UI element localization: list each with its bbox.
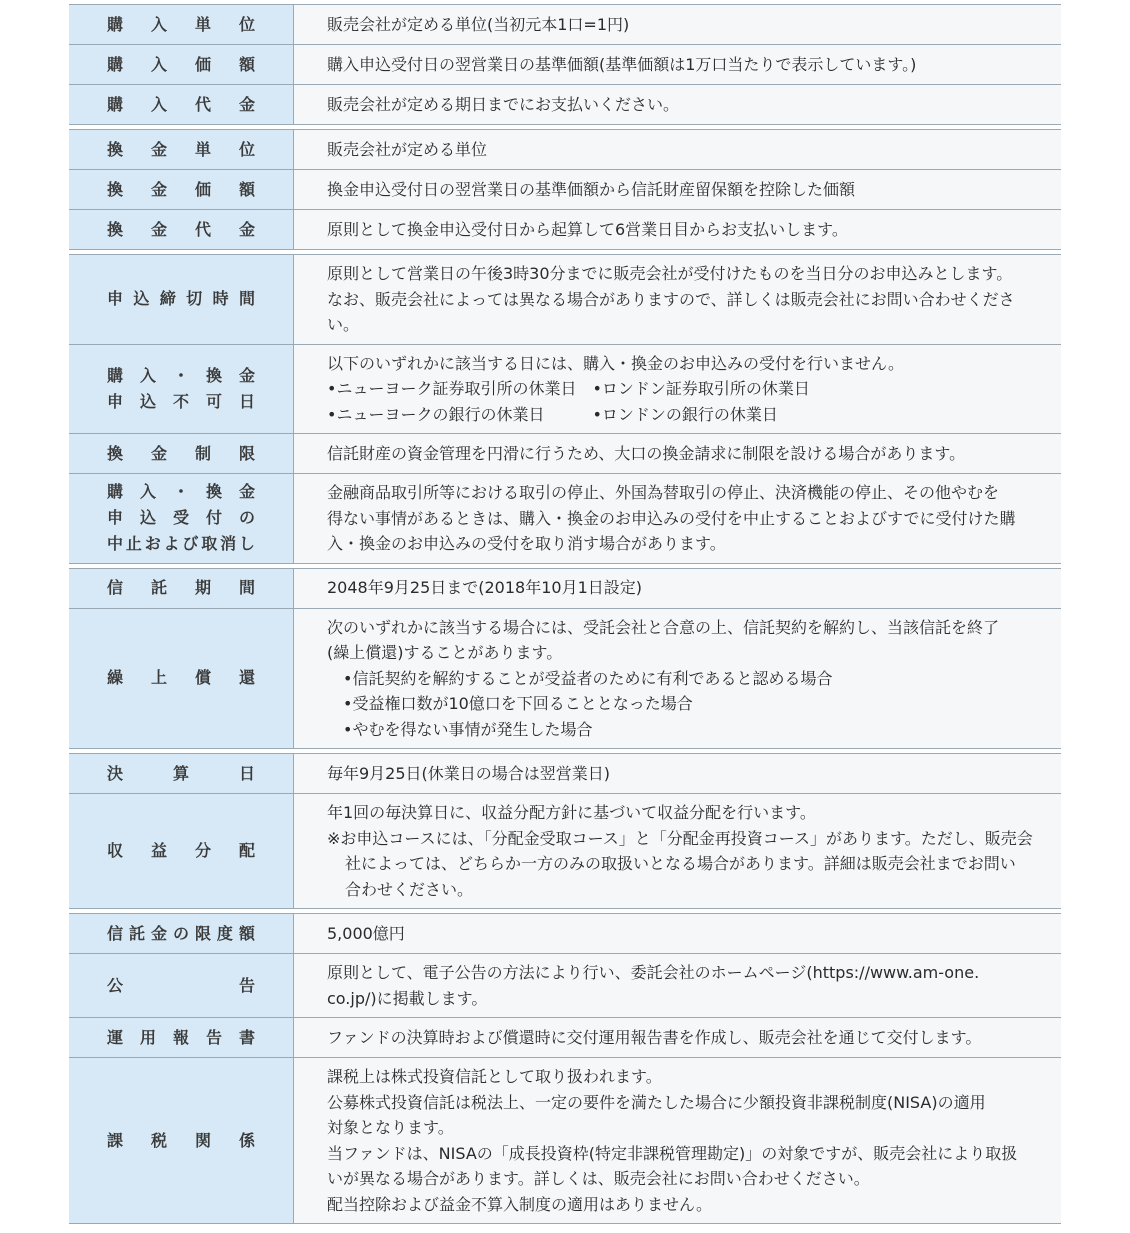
row-label <box>69 85 294 124</box>
table-row <box>69 169 1061 209</box>
row-label-text: 購 入 ・ 換 金 <box>107 482 255 502</box>
row-value-line: •ニューヨークの銀行の休業日 •ロンドンの銀行の休業日 <box>327 404 778 424</box>
row-value <box>294 345 1061 434</box>
row-value-line: 金融商品取引所等における取引の停止、外国為替取引の停止、決済機能の停止、その他やむを <box>327 483 1000 502</box>
row-value-line: 毎年9月25日(休業日の場合は翌営業日) <box>327 763 611 783</box>
table-row <box>69 754 1061 793</box>
row-value-line: •やむを得ない事情が発生した場合 <box>343 719 593 739</box>
row-value-line: いが異なる場合があります。詳しくは、販売会社にお問い合わせください。 <box>327 1169 870 1188</box>
row-value-line: 原則として営業日の午後3時30分までに販売会社が受付けたものを当日分のお申込みとします。 <box>327 264 1013 283</box>
table-row <box>69 433 1061 473</box>
row-value-line: 販売会社が定める単位(当初元本1口=1円) <box>327 14 630 34</box>
row-value-line: 換金申込受付日の翌営業日の基準価額から信託財産留保額を控除した価額 <box>327 179 856 199</box>
row-label-text: 信 託 金 の 限 度 額 <box>107 923 255 943</box>
row-label-text: 運 用 報 告 書 <box>107 1027 255 1047</box>
row-value-line: 2048年9月25日まで(2018年10月1日設定) <box>327 578 643 598</box>
row-label <box>69 130 294 169</box>
row-value-line: 原則として換金申込受付日から起算して6営業日目からお支払いします。 <box>327 219 848 239</box>
row-value-line: 得ない事情があるときは、購入・換金のお申込みの受付を中止することおよびすでに受付けた購 <box>327 508 1016 528</box>
row-value-line: 販売会社が定める期日までにお支払いください。 <box>327 94 680 114</box>
row-label-text: 購 入 価 額 <box>107 54 255 74</box>
table-row <box>69 914 1061 953</box>
table-section <box>69 254 1061 564</box>
row-label <box>69 794 294 908</box>
row-label <box>69 255 294 344</box>
row-value-line: 社によっては、どちらか一方のみの取扱いとなる場合があります。詳細は販売会社までお問い <box>345 854 1016 873</box>
row-label <box>69 474 294 563</box>
row-label-text: 換 金 制 限 <box>107 443 255 463</box>
row-label-text: 公 告 <box>107 975 255 995</box>
row-value <box>294 170 1061 209</box>
table-section <box>69 129 1061 250</box>
row-value-line: •ニューヨーク証券取引所の休業日 •ロンドン証券取引所の休業日 <box>327 379 810 398</box>
row-value <box>294 5 1061 44</box>
row-label <box>69 569 294 608</box>
row-value-line: 課税上は株式投資信託として取り扱われます。 <box>327 1067 662 1086</box>
row-value <box>294 85 1061 124</box>
row-value-line: 信託財産の資金管理を円滑に行うため、大口の換金請求に制限を設ける場合があります。 <box>327 443 966 463</box>
row-value-line: co.jp/)に掲載します。 <box>327 988 488 1008</box>
table-row <box>69 255 1061 344</box>
row-value-line: 公募株式投資信託は税法上、一定の要件を満たした場合に少額投資非課税制度(NISA)の適用 <box>327 1092 986 1112</box>
table-row <box>69 344 1061 434</box>
row-label-text: 申 込 不 可 日 <box>107 391 255 411</box>
table-row <box>69 608 1061 749</box>
row-label-text: 中 止 お よ び 取 消 し <box>107 534 255 554</box>
table-row <box>69 5 1061 44</box>
table-section <box>69 568 1061 750</box>
table-row <box>69 569 1061 608</box>
row-value-line: ファンドの決算時および償還時に交付運用報告書を作成し、販売会社を通じて交付します。 <box>327 1027 982 1047</box>
row-value-line: 購入申込受付日の翌営業日の基準価額(基準価額は1万口当たりで表示しています。) <box>327 54 917 74</box>
row-label-text: 収 益 分 配 <box>107 841 255 860</box>
row-label <box>69 1018 294 1057</box>
row-label-text: 繰 上 償 還 <box>107 668 255 688</box>
row-label <box>69 754 294 793</box>
row-label <box>69 170 294 209</box>
row-value-line: (繰上償還)することがあります。 <box>327 643 563 662</box>
row-label <box>69 434 294 473</box>
row-value <box>294 794 1061 908</box>
row-label-text: 課 税 関 係 <box>107 1130 255 1150</box>
row-value-line: い。 <box>327 315 360 334</box>
table-row <box>69 130 1061 169</box>
row-label-text: 換 金 価 額 <box>107 179 255 199</box>
row-label-text: 換 金 代 金 <box>107 219 255 239</box>
row-label <box>69 1058 294 1223</box>
row-label-text: 購 入 ・ 換 金 <box>107 365 255 385</box>
row-label <box>69 954 294 1017</box>
row-value <box>294 754 1061 793</box>
row-value-line: 配当控除および益金不算入制度の適用はありません。 <box>327 1194 712 1214</box>
row-value-line: •信託契約を解約することが受益者のために有利であると認める場合 <box>343 668 833 688</box>
row-value-line: 販売会社が定める単位 <box>327 139 488 159</box>
row-label <box>69 914 294 953</box>
row-value <box>294 130 1061 169</box>
row-value-line: ※お申込コースには、「分配金受取コース」と「分配金再投資コース」があります。ただし、販売会 <box>327 828 1033 848</box>
row-label <box>69 210 294 249</box>
row-value <box>294 914 1061 953</box>
table-row <box>69 84 1061 124</box>
row-label-text: 申 込 締 切 時 間 <box>107 289 255 309</box>
row-value <box>294 474 1061 563</box>
table-row <box>69 1057 1061 1223</box>
table-row <box>69 473 1061 563</box>
table-section <box>69 913 1061 1224</box>
table-row <box>69 953 1061 1017</box>
row-value-line: •受益権口数が10億口を下回ることとなった場合 <box>343 694 693 713</box>
table-section <box>69 753 1061 909</box>
row-label <box>69 45 294 84</box>
row-value <box>294 1018 1061 1057</box>
row-label-text: 購 入 代 金 <box>107 94 255 114</box>
row-value-line: 以下のいずれかに該当する日には、購入・換金のお申込みの受付を行いません。 <box>327 353 904 373</box>
row-value-line: 次のいずれかに該当する場合には、受託会社と合意の上、信託契約を解約し、当該信託を終了 <box>327 617 1000 637</box>
row-value-line: なお、販売会社によっては異なる場合がありますので、詳しくは販売会社にお問い合わせくださ <box>327 289 1015 309</box>
row-value <box>294 210 1061 249</box>
row-label <box>69 345 294 434</box>
row-value-line: 入・換金のお申込みの受付を取り消す場合があります。 <box>327 534 726 553</box>
row-value <box>294 954 1061 1017</box>
row-value-line: 原則として、電子公告の方法により行い、委託会社のホームページ(https://www.am-one. <box>327 963 980 982</box>
row-value <box>294 609 1061 749</box>
row-label-text: 決 算 日 <box>107 763 255 783</box>
row-value-line: 5,000億円 <box>327 923 405 943</box>
row-value <box>294 569 1061 608</box>
row-value <box>294 1058 1061 1223</box>
table-row <box>69 793 1061 908</box>
row-value <box>294 434 1061 473</box>
row-value-line: 年1回の毎決算日に、収益分配方針に基づいて収益分配を行います。 <box>327 803 816 822</box>
table-section <box>69 4 1061 125</box>
fund-terms-table <box>69 4 1061 1224</box>
row-label <box>69 5 294 44</box>
table-row <box>69 44 1061 84</box>
table-row <box>69 209 1061 249</box>
table-row <box>69 1017 1061 1057</box>
row-value <box>294 255 1061 344</box>
row-value <box>294 45 1061 84</box>
row-value-line: 対象となります。 <box>327 1118 454 1137</box>
row-value-line: 合わせください。 <box>345 879 474 899</box>
row-label <box>69 609 294 749</box>
row-label-text: 申 込 受 付 の <box>107 508 255 528</box>
row-label-text: 換 金 単 位 <box>107 139 255 159</box>
row-label-text: 信 託 期 間 <box>107 578 255 597</box>
row-label-text: 購 入 単 位 <box>107 14 255 34</box>
row-value-line: 当ファンドは、NISAの「成長投資枠(特定非課税管理勘定)」の対象ですが、販売会社により取扱 <box>327 1143 1018 1163</box>
